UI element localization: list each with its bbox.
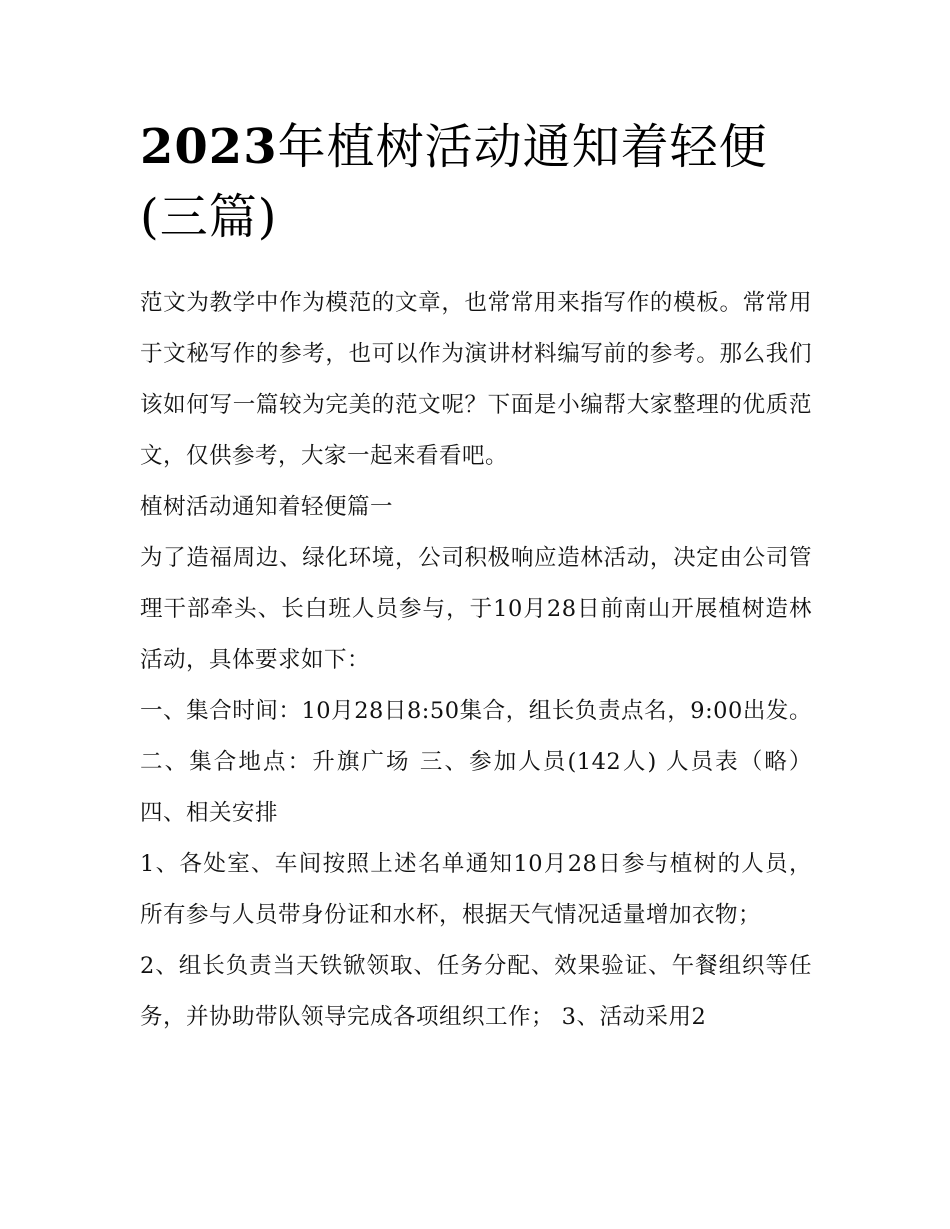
document-title xyxy=(140,112,815,252)
paragraph-1: 为了造福周边、绿化环境，公司积极响应造林活动，决定由公司管理干部牵头、长白班人员参与，于10月28日前南山开展植树造林活动，具体要求如下： xyxy=(140,545,812,673)
document-body xyxy=(140,278,812,1043)
paragraph-4: 2、组长负责当天铁锨领取、任务分配、效果验证、午餐组织等任务，并协助带队领导完成各项组织工作； 3、活动采用2 xyxy=(140,953,812,1030)
paragraph-3: 1、各处室、车间按照上述名单通知10月28日参与植树的人员，所有参与人员带身份证和水杯，根据天气情况适量增加衣物； xyxy=(140,851,812,928)
title-line2: (三篇) xyxy=(140,189,278,245)
title-number: 2023 xyxy=(140,119,278,175)
section-heading: 植树活动通知着轻便篇一 xyxy=(140,494,394,520)
intro-paragraph: 范文为教学中作为模范的文章，也常常用来指写作的模板。常常用于文秘写作的参考，也可以作为演讲材料编写前的参考。那么我们该如何写一篇较为完美的范文呢？下面是小编帮大家整理的优质范文，仅供参考，大家一起来看看吧。 xyxy=(140,290,812,469)
title-line1: 年植树活动通知着轻便 xyxy=(277,119,768,175)
paragraph-2: 一、集合时间：10月28日8:50集合，组长负责点名，9:00出发。 二、集合地点：升旗广场 三、参加人员(142人) 人员表（略） 四、相关安排 xyxy=(140,698,812,826)
